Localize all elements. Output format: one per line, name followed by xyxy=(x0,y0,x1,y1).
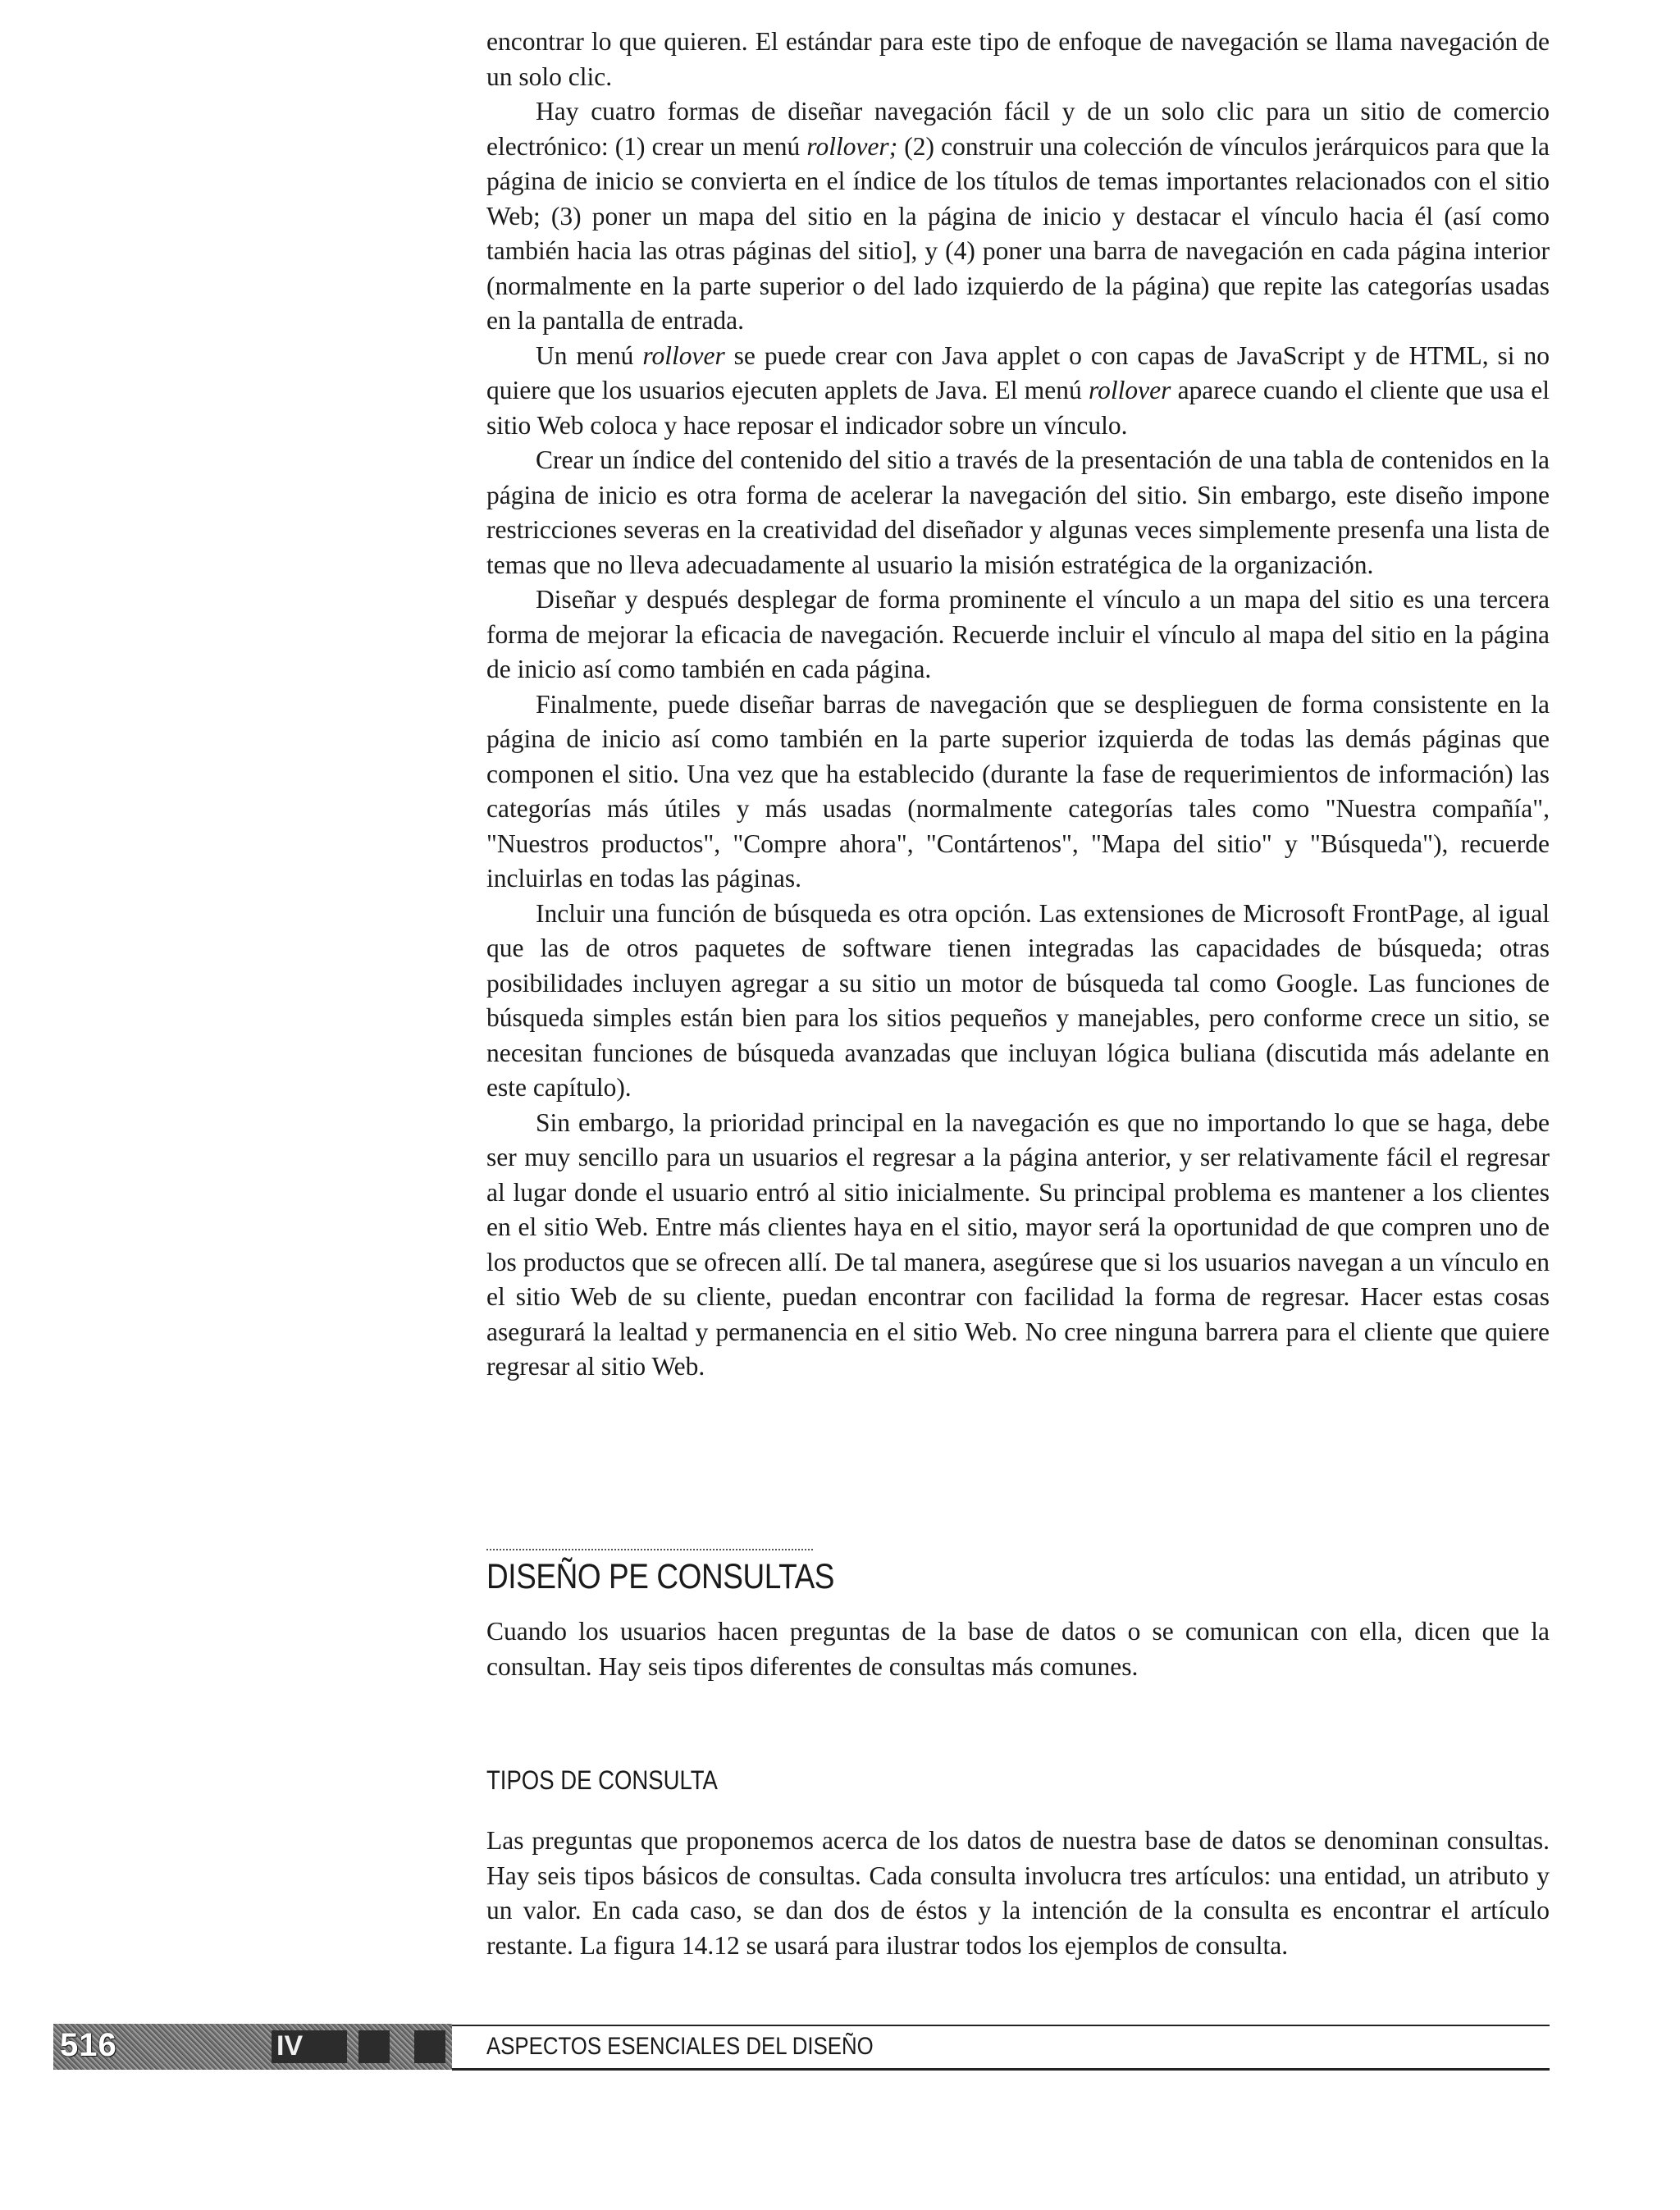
paragraph-continued: encontrar lo que quieren. El estándar para este tipo de enfoque de navegación se llama navegación de un solo clic. xyxy=(486,27,1550,91)
page-number: 516 xyxy=(60,2027,117,2063)
paragraph-site-map: Diseñar y después desplegar de forma prominente el vínculo a un mapa del sitio es una tercera forma de mejorar la eficacia de navegación. Recuerde incluir el vínculo al mapa del sitio en la página de inicio así como también en cada página. xyxy=(486,585,1550,683)
paragraph-search: Incluir una función de búsqueda es otra opción. Las extensiones de Microsoft FrontPage, al igual que las de otros paquetes de software tienen integradas las capacidades de búsqueda; otras posibilidades incluyen agregar a su sitio un motor de búsqueda tal como Google. Las funciones de búsqueda simples están bien para los sitios pequeños y manejables, pero conforme crece un sitio, se necesitan funciones de búsqueda avanzadas que incluyan lógica buliana (discutida más adelante en este capítulo). xyxy=(486,898,1550,1102)
paragraph-four-ways: Hay cuatro formas de diseñar navegación fácil y de un solo clic para un sitio de comercio electrónico: (1) crear un menú rollover; (2) construir una colección de vínculos jerárquicos para que la página de inicio se convierta en el índice de los títulos de temas importantes relacionados con el sitio Web; (3) poner un mapa del sitio en la página de inicio y destacar el vínculo hacia él (así como también hacia las otras páginas del sitio], y (4) poner una barra de navegación en cada página interior (normalmente en la parte superior o del lado izquierdo de la página) que repite las categorías usadas en la pantalla de entrada. xyxy=(486,97,1550,335)
footer-band xyxy=(53,2024,452,2070)
section-divider xyxy=(486,1549,813,1550)
paragraph-nav-bars: Finalmente, puede diseñar barras de navegación que se desplieguen de forma consistente en la página de inicio así como también en la parte superior izquierda de todas las demás páginas que componen el sitio. Una vez que ha establecido (durante la fase de requerimientos de información) las categorías más útiles y más usadas (normalmente categorías tales como "Nuestra compañía", "Nuestros productos", "Compre ahora", "Contártenos", "Mapa del sitio" y "Búsqueda"), recuerde incluirlas en todas las páginas. xyxy=(486,689,1550,893)
section-heading: DISEÑO PE CONSULTAS xyxy=(486,1557,835,1596)
part-label: IV xyxy=(276,2030,304,2062)
section-intro-block xyxy=(486,1614,1550,1684)
footer-rule-bottom xyxy=(452,2068,1550,2071)
body-text xyxy=(486,25,1550,1385)
section-intro: Cuando los usuarios hacen preguntas de la base de datos o se comunican con ella, dicen que la consultan. Hay seis tipos diferentes de consultas más comunes. xyxy=(486,1617,1550,1681)
subsection-body xyxy=(486,1824,1550,1963)
paragraph-priority: Sin embargo, la prioridad principal en la navegación es que no importando lo que se haga, debe ser muy sencillo para un usuarios el regresar a la página anterior, y ser relativamente fácil el regresar al lugar donde el usuario entró al sitio inicialmente. Su principal problema es mantener a los clientes en el sitio Web. Entre más clientes haya en el sitio, mayor será la oportunidad de que compren uno de los productos que se ofrecen allí. De tal manera, asegúrese que si los usuarios navegan a un vínculo en el sitio Web de su cliente, puedan encontrar con facilidad la forma de regresar. Hacer estas cosas asegurará la lealtad y permanencia en el sitio Web. No cree ninguna barrera para el cliente que quiere regresar al sitio Web. xyxy=(486,1107,1550,1381)
paragraph-rollover-menu: Un menú rollover se puede crear con Java applet o con capas de JavaScript y de HTML, si no quiere que los usuarios ejecuten applets de Java. El menú rollover aparece cuando el cliente que usa el sitio Web coloca y hace reposar el indicador sobre un vínculo. xyxy=(486,340,1550,440)
part-label-block xyxy=(272,2030,347,2063)
subsection-paragraph: Las preguntas que proponemos acerca de los datos de nuestra base de datos se denominan consultas. Hay seis tipos básicos de consultas. Cada consulta involucra tres artículos: una entidad, un atributo y un valor. En cada caso, se dan dos de éstos y la intención de la consulta es encontrar el artículo restante. La figura 14.12 se usará para ilustrar todos los ejemplos de consulta. xyxy=(486,1826,1550,1960)
running-footer-title: ASPECTOS ESENCIALES DEL DISEÑO xyxy=(486,2033,874,2060)
paragraph-content-index: Crear un índice del contenido del sitio a través de la presentación de una tabla de contenidos en la página de inicio es otra forma de acelerar la navegación del sitio. Sin embargo, este diseño impone restricciones severas en la creatividad del diseñador y algunas veces simplemente presenfa una lista de temas que no lleva adecuadamente al usuario la misión estratégica de la organización. xyxy=(486,445,1550,579)
footer-marker-block xyxy=(358,2030,390,2063)
footer-marker-block-2 xyxy=(414,2030,445,2063)
subsection-heading: TIPOS DE CONSULTA xyxy=(486,1765,718,1795)
footer-rule-top xyxy=(452,2025,1550,2026)
